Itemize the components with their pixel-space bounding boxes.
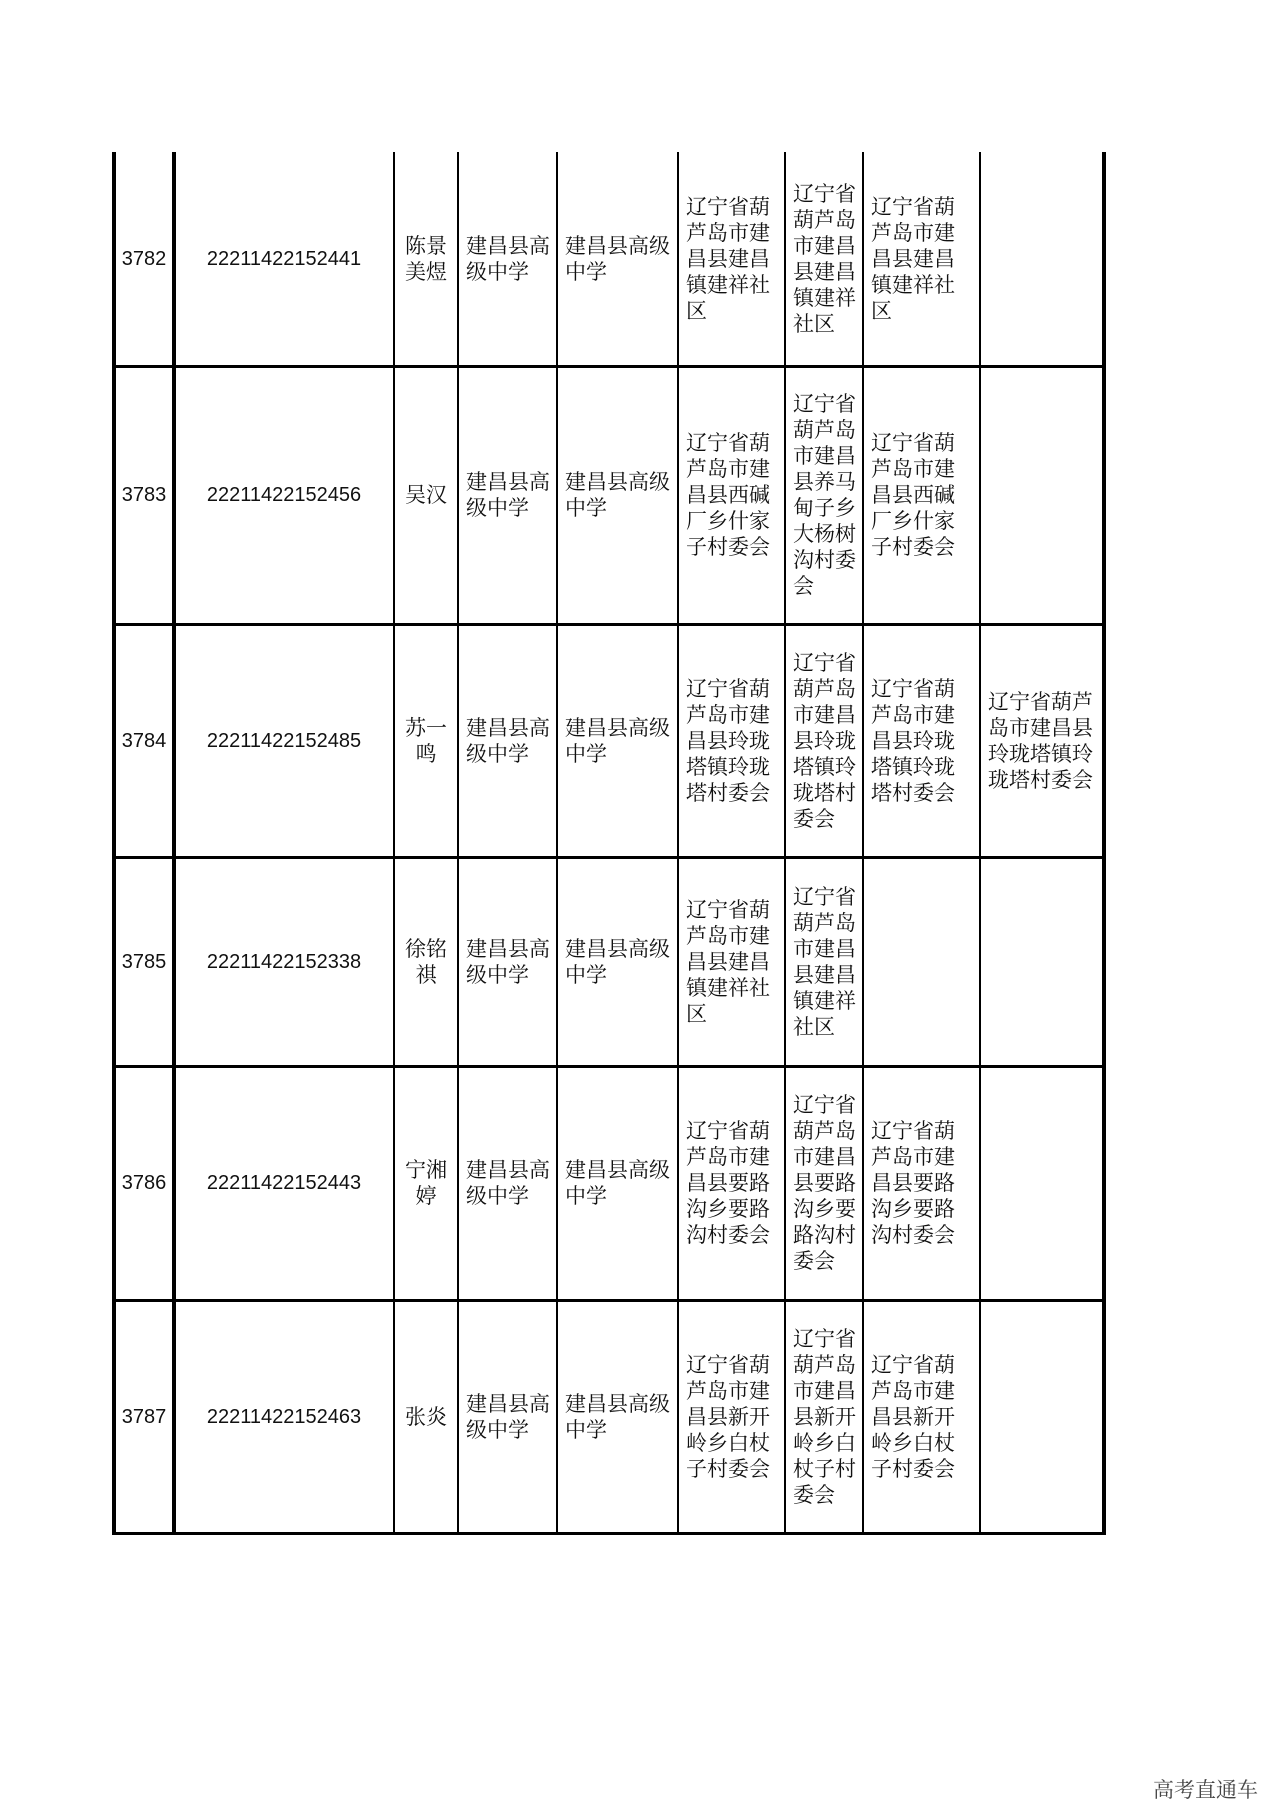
seq-cell: 3786: [121, 1172, 167, 1194]
address-cell-4: [984, 1066, 1100, 1300]
seq-cell: 3784: [121, 729, 167, 752]
name-cell: 徐铭祺: [405, 936, 447, 987]
school-cell: 建昌县高级中学: [466, 1391, 550, 1442]
school-cell-2: 建昌县高级中学: [565, 936, 670, 987]
address-cell-1: 辽宁省葫芦岛市建昌县新开岭乡白杖子村委会: [686, 1352, 770, 1481]
address-cell-3: 辽宁省葫芦岛市建昌县要路沟乡要路沟村委会: [871, 1119, 955, 1247]
school-cell: 建昌县高级中学: [466, 1158, 550, 1208]
address-cell-4: [984, 1300, 1100, 1533]
exam-number-cell: 22211422152485: [206, 729, 362, 752]
name-cell: 苏一鸣: [405, 715, 447, 766]
exam-number-cell: 22211422152441: [206, 248, 362, 270]
name-cell: 张炎: [405, 1404, 447, 1429]
name-cell: 宁湘婷: [405, 1158, 447, 1208]
address-cell-4: 辽宁省葫芦岛市建昌县玲珑塔镇玲珑塔村委会: [988, 689, 1093, 792]
exam-number-cell: 22211422152463: [206, 1405, 362, 1428]
seq-cell: 3785: [121, 950, 167, 973]
address-cell-2: 辽宁省葫芦岛市建昌县养马甸子乡大杨树沟村委会: [793, 392, 856, 598]
name-cell: 吴汉: [405, 483, 447, 507]
school-cell: 建昌县高级中学: [466, 470, 550, 520]
column-rule: [784, 152, 786, 1535]
address-cell-3: 辽宁省葫芦岛市建昌县西碱厂乡什家子村委会: [871, 431, 955, 559]
school-cell-2: 建昌县高级中学: [565, 715, 670, 766]
address-cell-1: 辽宁省葫芦岛市建昌县西碱厂乡什家子村委会: [686, 431, 770, 559]
column-rule: [393, 152, 395, 1535]
address-cell-1: 辽宁省葫芦岛市建昌县建昌镇建祥社区: [686, 195, 770, 323]
school-cell: 建昌县高级中学: [466, 715, 550, 766]
exam-number-cell: 22211422152443: [206, 1172, 362, 1194]
address-cell-1: 辽宁省葫芦岛市建昌县建昌镇建祥社区: [686, 897, 770, 1026]
address-cell-3: [867, 857, 976, 1066]
watermark-text: 高考直通车: [1153, 1778, 1258, 1802]
school-cell-2: 建昌县高级中学: [565, 1391, 670, 1442]
address-cell-2: 辽宁省葫芦岛市建昌县建昌镇建祥社区: [793, 182, 856, 336]
exam-number-cell: 22211422152338: [206, 950, 362, 973]
address-cell-4: [984, 152, 1100, 366]
name-cell: 陈景美煜: [405, 234, 447, 284]
address-cell-3: 辽宁省葫芦岛市建昌县新开岭乡白杖子村委会: [871, 1352, 955, 1481]
address-cell-2: 辽宁省葫芦岛市建昌县建昌镇建祥社区: [793, 884, 856, 1039]
school-cell-2: 建昌县高级中学: [565, 234, 670, 284]
address-cell-2: 辽宁省葫芦岛市建昌县玲珑塔镇玲珑塔村委会: [793, 650, 856, 831]
column-rule: [112, 152, 116, 1535]
school-cell-2: 建昌县高级中学: [565, 470, 670, 520]
school-cell: 建昌县高级中学: [466, 234, 550, 284]
address-cell-4: [984, 857, 1100, 1066]
column-rule: [1102, 152, 1106, 1535]
column-rule: [556, 152, 558, 1535]
column-rule: [862, 152, 864, 1535]
column-rule: [457, 152, 459, 1535]
school-cell: 建昌县高级中学: [466, 936, 550, 987]
column-rule: [172, 152, 176, 1535]
address-cell-2: 辽宁省葫芦岛市建昌县新开岭乡白杖子村委会: [793, 1326, 856, 1507]
address-cell-3: 辽宁省葫芦岛市建昌县建昌镇建祥社区: [871, 195, 955, 323]
address-cell-1: 辽宁省葫芦岛市建昌县玲珑塔镇玲珑塔村委会: [686, 676, 770, 805]
column-rule: [979, 152, 981, 1535]
seq-cell: 3787: [121, 1405, 167, 1428]
address-cell-4: [984, 366, 1100, 624]
address-cell-1: 辽宁省葫芦岛市建昌县要路沟乡要路沟村委会: [686, 1119, 770, 1247]
school-cell-2: 建昌县高级中学: [565, 1158, 670, 1208]
exam-number-cell: 22211422152456: [206, 484, 362, 506]
seq-cell: 3782: [121, 248, 167, 270]
address-cell-3: 辽宁省葫芦岛市建昌县玲珑塔镇玲珑塔村委会: [871, 676, 955, 805]
seq-cell: 3783: [121, 484, 167, 506]
address-cell-2: 辽宁省葫芦岛市建昌县要路沟乡要路沟村委会: [793, 1093, 856, 1273]
column-rule: [677, 152, 679, 1535]
